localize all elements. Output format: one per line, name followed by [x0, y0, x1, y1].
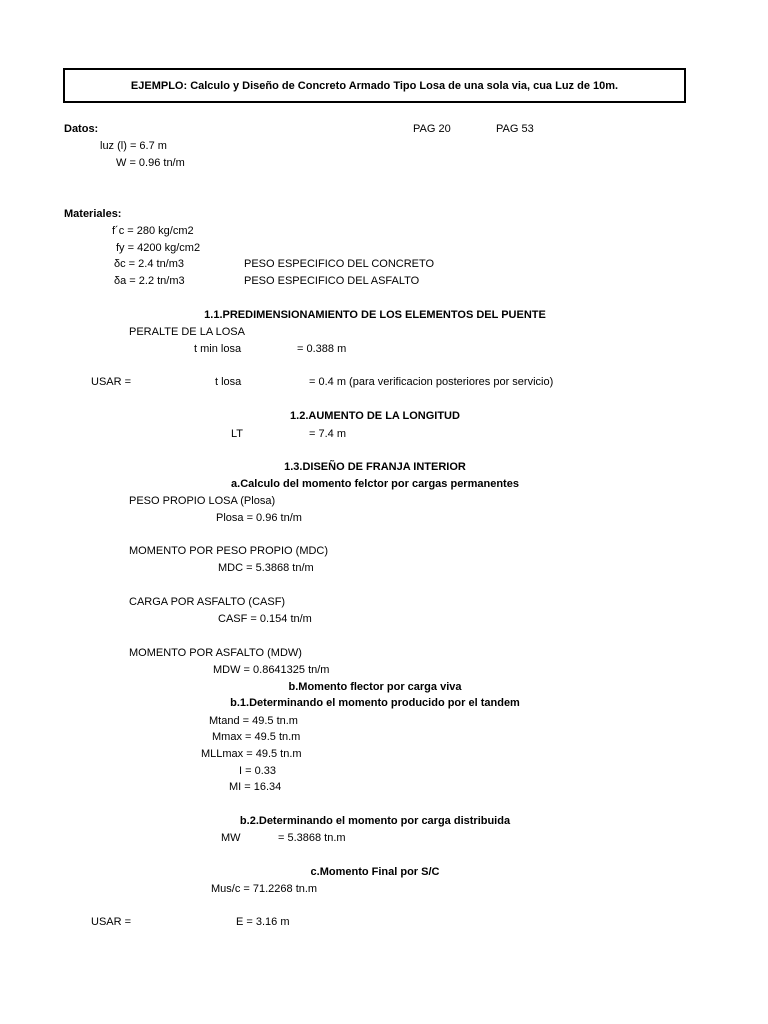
mw-value: = 5.3868 tn.m	[278, 832, 346, 844]
tlosa-value: = 0.4 m (para verificacion posteriores por servicio)	[309, 376, 554, 388]
materiales-heading: Materiales:	[64, 208, 122, 220]
da-value: δa = 2.2 tn/m3	[114, 275, 185, 287]
tmin-value: = 0.388 m	[297, 343, 347, 355]
title-box	[63, 68, 686, 103]
mdc-value: MDC = 5.3868 tn/m	[218, 562, 314, 574]
section-1-3-heading: 1.3.DISEÑO DE FRANJA INTERIOR	[284, 461, 466, 473]
da-description: PESO ESPECIFICO DEL ASFALTO	[244, 275, 420, 287]
e-value: E = 3.16 m	[236, 916, 290, 928]
section-1-2-heading: 1.2.AUMENTO DE LA LONGITUD	[290, 410, 460, 422]
mdw-label: MOMENTO POR ASFALTO (MDW)	[129, 647, 302, 659]
luz-value: luz (l) = 6.7 m	[100, 140, 167, 152]
mw-label: MW	[221, 832, 241, 844]
mus-value: Mus/c = 71.2268 tn.m	[211, 883, 318, 895]
subsection-b1-heading: b.1.Determinando el momento producido por el tandem	[230, 697, 520, 709]
w-value: W = 0.96 tn/m	[116, 157, 185, 169]
document-title: EJEMPLO: Calculo y Diseño de Concreto Armado Tipo Losa de una sola via, cua Luz de 10m.	[130, 80, 619, 92]
page-ref-2: PAG 53	[496, 123, 534, 135]
usar-label-2: USAR =	[91, 916, 132, 928]
subsection-b2-heading: b.2.Determinando el momento por carga distribuida	[239, 815, 511, 827]
dc-value: δc = 2.4 tn/m3	[114, 258, 185, 270]
casf-label: CARGA POR ASFALTO (CASF)	[129, 596, 286, 608]
tlosa-label: t losa	[215, 376, 242, 388]
lt-value: = 7.4 m	[309, 428, 346, 440]
datos-heading: Datos:	[64, 123, 99, 135]
dc-description: PESO ESPECIFICO DEL CONCRETO	[244, 258, 435, 270]
subsection-b-heading: b.Momento flector por carga viva	[288, 681, 462, 693]
subsection-a-heading: a.Calculo del momento felctor por cargas permanentes	[231, 478, 519, 490]
i-value: I = 0.33	[239, 765, 277, 777]
mmax-value: Mmax = 49.5 tn.m	[212, 731, 301, 743]
tmin-label: t min losa	[194, 343, 242, 355]
usar-label-1: USAR =	[91, 376, 132, 388]
page-ref-1: PAG 20	[413, 123, 451, 135]
mdw-value: MDW = 0.8641325 tn/m	[213, 664, 330, 676]
subsection-c-heading: c.Momento Final por S/C	[310, 866, 440, 878]
lt-label: LT	[231, 428, 244, 440]
plosa-value: Plosa = 0.96 tn/m	[216, 512, 302, 524]
section-1-1-heading: 1.1.PREDIMENSIONAMIENTO DE LOS ELEMENTOS DEL PUENTE	[204, 309, 546, 321]
peralte-label: PERALTE DE LA LOSA	[129, 326, 245, 338]
peso-propio-label: PESO PROPIO LOSA (Plosa)	[129, 495, 276, 507]
mllmax-value: MLLmax = 49.5 tn.m	[201, 748, 302, 760]
mdc-label: MOMENTO POR PESO PROPIO (MDC)	[129, 545, 329, 557]
fy-value: fy = 4200 kg/cm2	[116, 242, 201, 254]
fc-value: f´c = 280 kg/cm2	[112, 225, 194, 237]
casf-value: CASF = 0.154 tn/m	[218, 613, 312, 625]
mi-value: MI = 16.34	[229, 781, 282, 793]
mtand-value: Mtand = 49.5 tn.m	[209, 715, 298, 727]
